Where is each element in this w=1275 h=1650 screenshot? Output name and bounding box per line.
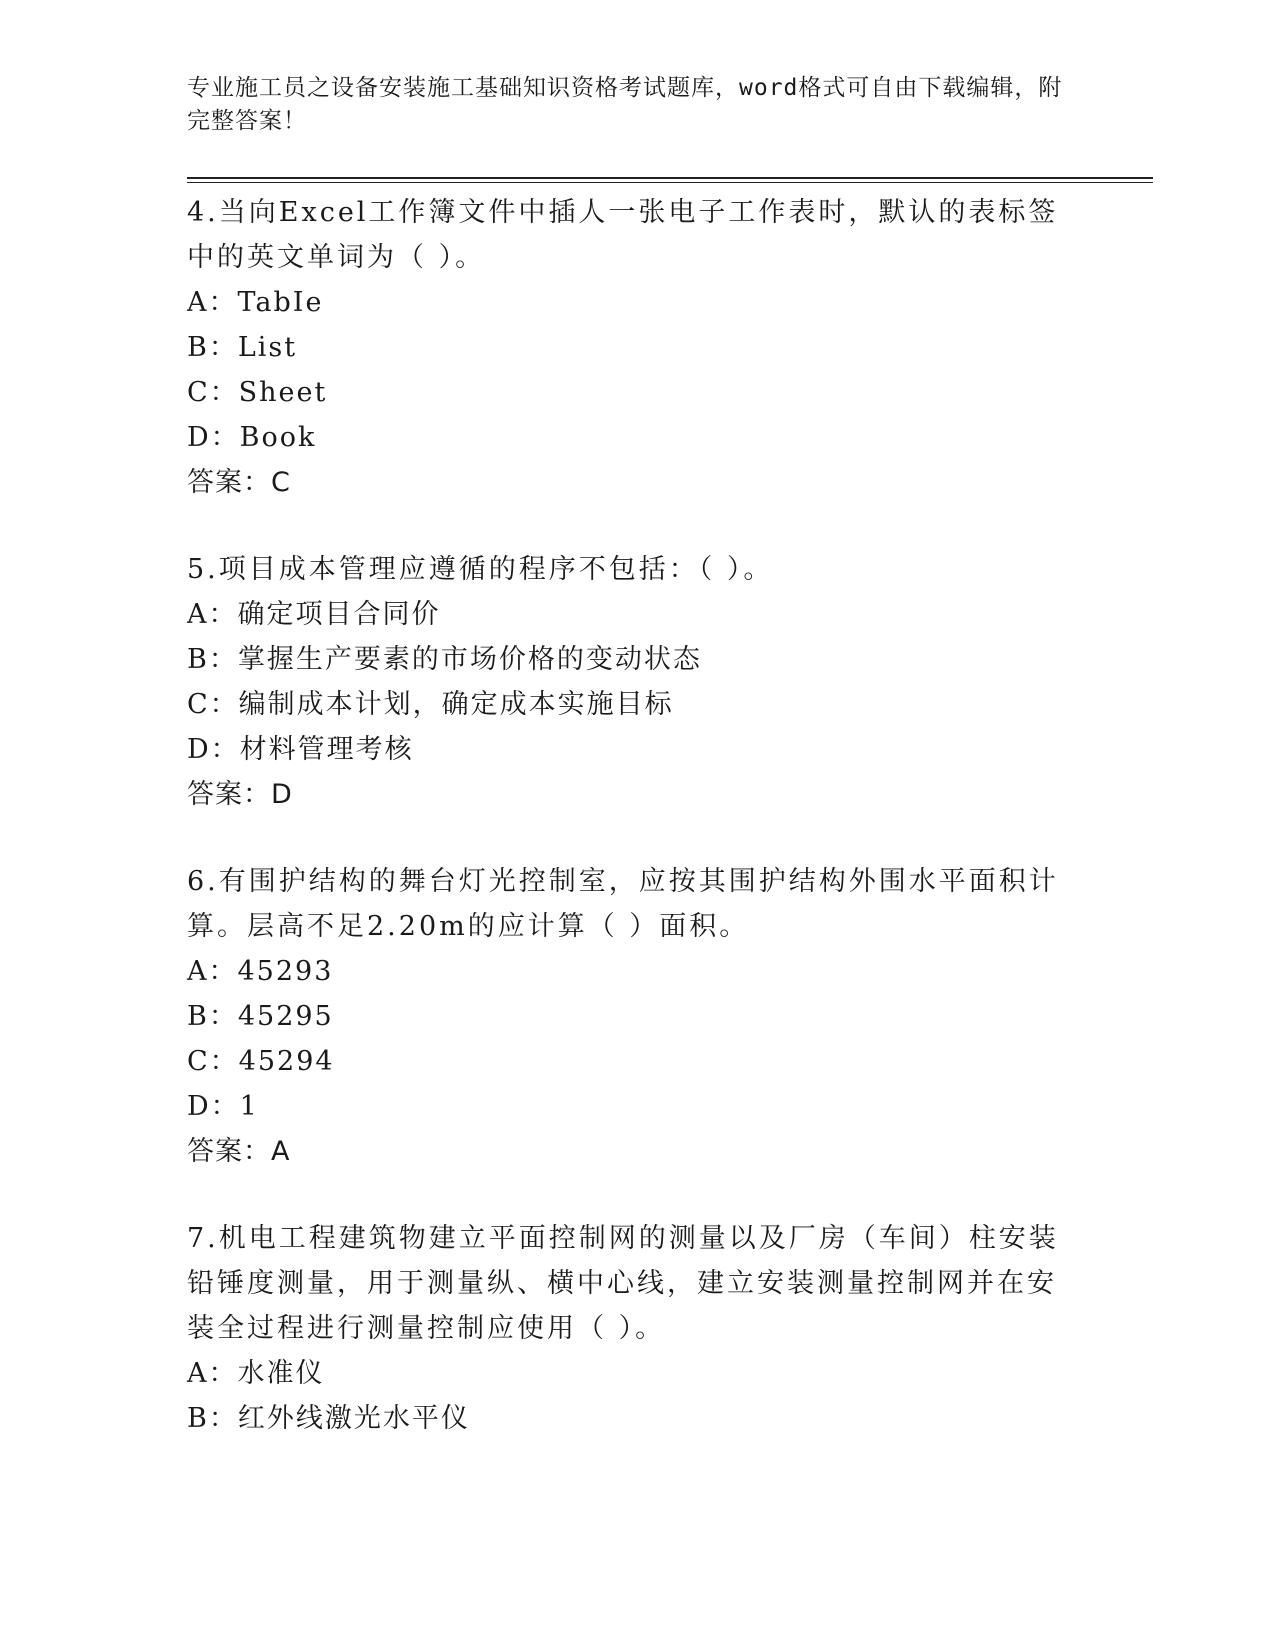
answer-line: 答案：D: [187, 779, 293, 810]
option-d: D：材料管理考核: [187, 734, 414, 765]
question-7: [187, 1216, 1067, 1441]
option-a: A：水准仪: [187, 1358, 325, 1389]
option-a: A：45293: [187, 956, 334, 987]
question-text: 5.项目成本管理应遵循的程序不包括：（ ）。: [187, 554, 774, 585]
header-divider-thin: [187, 182, 1153, 183]
option-c: C：45294: [187, 1046, 335, 1077]
document-header: 专业施工员之设备安装施工基础知识资格考试题库，word格式可自由下载编辑，附完整答案！: [187, 75, 1063, 134]
option-d: D：1: [187, 1091, 259, 1122]
question-text: 6.有围护结构的舞台灯光控制室，应按其围护结构外围水平面积计算。层高不足2.20m的应计算（ ）面积。: [187, 866, 1059, 942]
option-b: B：红外线激光水平仪: [187, 1403, 470, 1434]
option-b: B：45295: [187, 1001, 334, 1032]
option-b: B：掌握生产要素的市场价格的变动状态: [187, 644, 702, 675]
option-d: D：Book: [187, 422, 317, 453]
question-list: [187, 190, 1067, 1483]
answer-line: 答案：C: [187, 467, 291, 498]
option-a: A：TabIe: [187, 287, 324, 318]
option-a: A：确定项目合同价: [187, 599, 441, 630]
answer-line: 答案：A: [187, 1136, 291, 1167]
question-5: [187, 547, 1067, 817]
question-6: [187, 859, 1067, 1174]
option-b: B：List: [187, 332, 298, 363]
question-4: [187, 190, 1067, 505]
option-c: C：Sheet: [187, 377, 328, 408]
header-divider-thick: [187, 177, 1153, 179]
question-text: 4.当向Excel工作簿文件中插人一张电子工作表时，默认的表标签中的英文单词为（ ）。: [187, 197, 1059, 273]
option-c: C：编制成本计划，确定成本实施目标: [187, 689, 674, 720]
question-text: 7.机电工程建筑物建立平面控制网的测量以及厂房（车间）柱安装铅锤度测量，用于测量纵、横中心线，建立安装测量控制网并在安装全过程进行测量控制应使用（ ）。: [187, 1223, 1059, 1344]
